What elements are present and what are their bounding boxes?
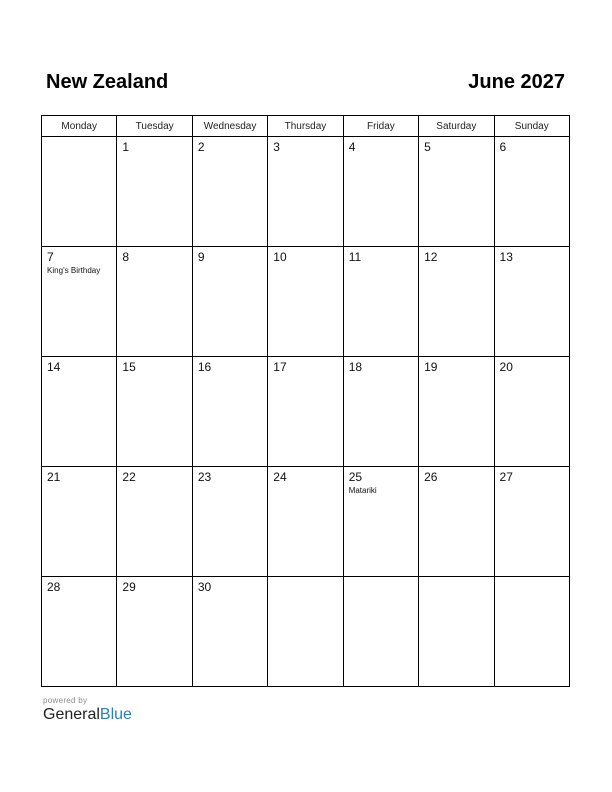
day-cell <box>419 247 494 357</box>
day-cell <box>268 357 343 467</box>
day-cell <box>268 247 343 357</box>
week-row <box>42 577 570 687</box>
day-cell <box>192 357 267 467</box>
powered-by-text: powered by <box>43 696 88 705</box>
day-cell <box>42 577 117 687</box>
day-cell <box>117 357 192 467</box>
day-number: 5 <box>424 140 431 154</box>
page-title-month: June 2027 <box>468 71 565 93</box>
day-cell <box>117 247 192 357</box>
week-row <box>42 137 570 247</box>
footer-branding <box>43 696 132 724</box>
empty-day-cell <box>494 577 569 687</box>
empty-day-cell <box>268 577 343 687</box>
page-title-country: New Zealand <box>46 71 169 93</box>
empty-day-cell <box>42 137 117 247</box>
day-cell <box>192 137 267 247</box>
day-number: 19 <box>424 360 438 374</box>
day-number: 27 <box>499 470 513 484</box>
day-cell <box>343 467 418 577</box>
weekday-header-monday: Monday <box>42 116 117 137</box>
brand-logo <box>43 706 132 724</box>
day-number: 23 <box>197 470 212 484</box>
day-cell <box>494 247 569 357</box>
day-number: 24 <box>273 470 287 484</box>
weekday-header-friday: Friday <box>343 116 418 137</box>
day-number: 14 <box>47 360 61 374</box>
day-number: 20 <box>499 360 513 374</box>
brand-name-blue: Blue <box>99 706 132 723</box>
day-cell <box>42 467 117 577</box>
day-number: 21 <box>47 470 61 484</box>
day-cell <box>42 357 117 467</box>
week-row <box>42 247 570 357</box>
holiday-label: King’s Birthday <box>47 266 101 275</box>
day-number: 17 <box>273 360 287 374</box>
week-row <box>42 467 570 577</box>
day-cell <box>42 247 117 357</box>
day-number: 16 <box>197 360 212 374</box>
day-cell <box>494 137 569 247</box>
day-cell <box>494 357 569 467</box>
day-number: 25 <box>348 470 363 484</box>
day-number: 2 <box>197 140 205 154</box>
weekday-header-wednesday: Wednesday <box>192 116 267 137</box>
day-number: 18 <box>348 360 363 374</box>
day-cell <box>117 577 192 687</box>
day-number: 10 <box>273 250 287 264</box>
brand-name-general: General <box>43 706 100 723</box>
day-cell <box>117 137 192 247</box>
week-row <box>42 357 570 467</box>
day-number: 30 <box>197 580 212 594</box>
day-number: 3 <box>273 140 280 154</box>
day-number: 4 <box>348 140 356 154</box>
day-cell <box>117 467 192 577</box>
holiday-label: Matariki <box>348 486 377 495</box>
day-number: 28 <box>47 580 61 594</box>
day-cell <box>419 137 494 247</box>
calendar-grid <box>41 115 570 687</box>
day-cell <box>419 357 494 467</box>
day-cell <box>192 247 267 357</box>
day-number: 15 <box>122 360 136 374</box>
day-cell <box>343 137 418 247</box>
day-cell <box>192 577 267 687</box>
day-cell <box>268 137 343 247</box>
day-number: 11 <box>348 250 362 264</box>
day-number: 1 <box>122 140 130 154</box>
day-number: 8 <box>122 250 130 264</box>
day-number: 6 <box>499 140 507 154</box>
day-cell <box>419 467 494 577</box>
day-number: 7 <box>47 250 54 264</box>
weekday-header-saturday: Saturday <box>419 116 494 137</box>
day-number: 29 <box>122 580 136 594</box>
day-number: 22 <box>122 470 136 484</box>
day-number: 12 <box>424 250 438 264</box>
empty-day-cell <box>343 577 418 687</box>
day-cell <box>343 357 418 467</box>
empty-day-cell <box>419 577 494 687</box>
day-number: 13 <box>499 250 513 264</box>
weekday-header-sunday: Sunday <box>494 116 569 137</box>
weekday-header-tuesday: Tuesday <box>117 116 192 137</box>
day-number: 26 <box>424 470 438 484</box>
weekday-header-row <box>42 116 570 137</box>
day-number: 9 <box>197 250 205 264</box>
weekday-header-thursday: Thursday <box>268 116 343 137</box>
day-cell <box>192 467 267 577</box>
day-cell <box>494 467 569 577</box>
day-cell <box>343 247 418 357</box>
day-cell <box>268 467 343 577</box>
